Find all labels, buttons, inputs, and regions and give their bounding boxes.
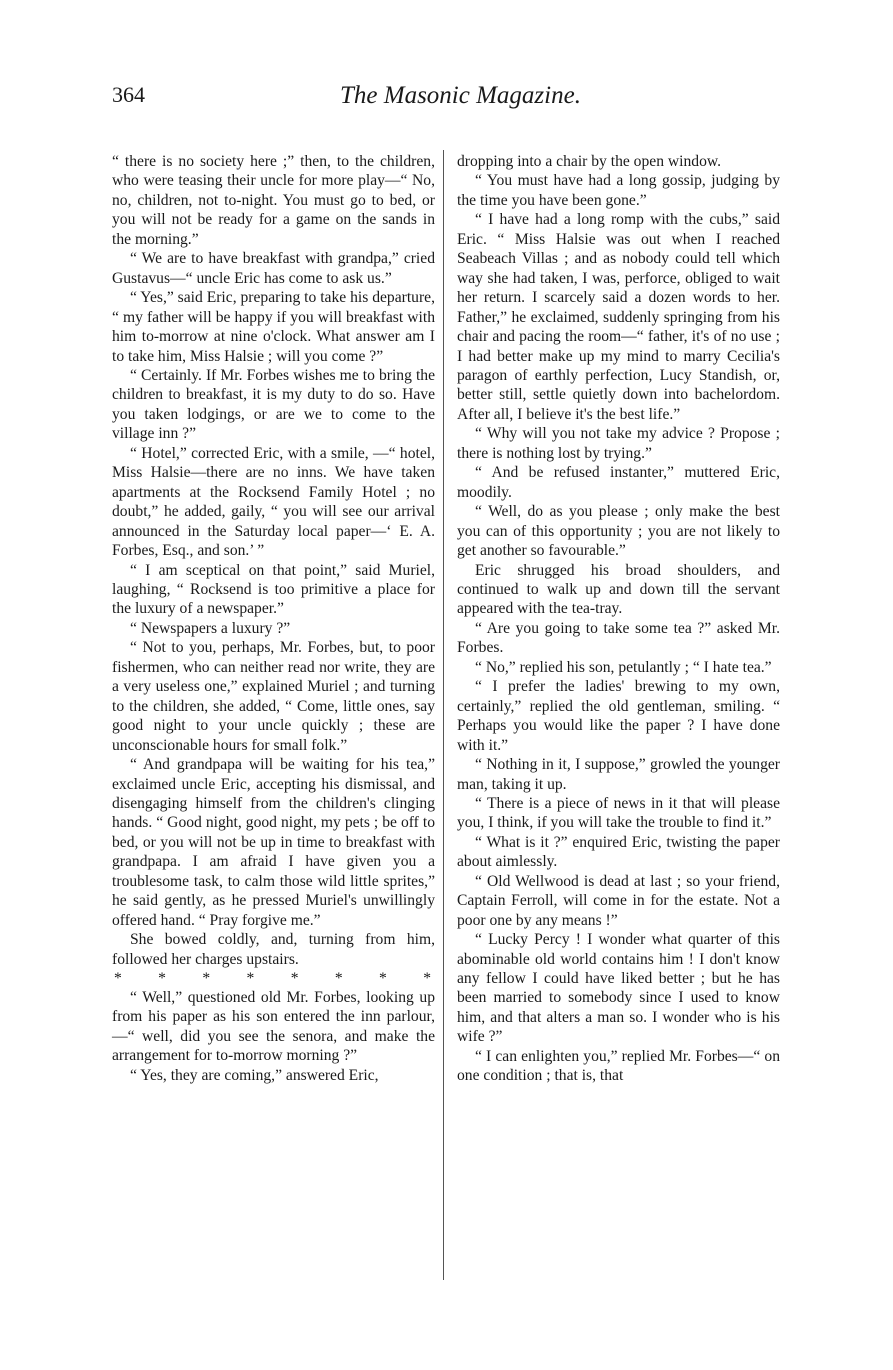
paragraph: “ No,” replied his son, petulantly ; “ I hate tea.”	[475, 658, 772, 676]
section-separator	[112, 969, 435, 988]
separator-star: *	[246, 970, 255, 988]
paragraph: She bowed coldly, and, turning from him, followed her charges upstairs.	[112, 931, 435, 968]
paragraph: “ Nothing in it, I suppose,” growled the younger man, taking it up.	[457, 756, 780, 793]
separator-star: *	[334, 970, 343, 988]
paragraph: “ Newspapers a luxury ?”	[130, 619, 291, 637]
paragraph: “ there is no society here ;” then, to the children, who were teasing their uncle for more play—“ No, no, children, not to-night. You must go to bed, or you will not be ready for a game on the sands in the morning.”	[112, 153, 435, 248]
separator-star: *	[290, 970, 299, 988]
paragraph: “ And grandpapa will be waiting for his tea,” exclaimed uncle Eric, accepting his dismissal, and disengaging himself from the children's clinging hands. “ Good night, good night, my pets ; be off to bed, or you will not be up in time to breakfast with grandpapa. I am afraid I have given you a troublesome task, to calm those wild little sprites,” he said gently, as he pressed Muriel's unwillingly offered hand. “ Pray forgive me.”	[112, 756, 435, 929]
paragraph: “ What is it ?” enquired Eric, twisting the paper about aimlessly.	[457, 833, 780, 871]
page-number: 364	[112, 82, 145, 107]
page-header	[112, 82, 782, 122]
paragraph: “ Hotel,” corrected Eric, with a smile, —“ hotel, Miss Halsie—there are no inns. We have taken apartments at the Rocksend Family Hotel ; no doubt,” he added, gaily, “ you will see our arrival announced in the Saturday local paper—‘ E. A. Forbes, Esq., and son.’ ”	[112, 444, 435, 560]
paragraph: “ Lucky Percy ! I wonder what quarter of this abominable old world contains him ! I don't know any fellow I could have liked better ; but he has been married to somebody since I used to know him, and that alters a man so. I wonder who is his wife ?”	[457, 931, 780, 1046]
separator-star: *	[114, 970, 122, 988]
paragraph: “ Well,” questioned old Mr. Forbes, looking up from his paper as his son entered the inn parlour,—“ well, did you see the senora, and make the arrangement for to-morrow morning ?”	[112, 989, 435, 1065]
paragraph: “ I am sceptical on that point,” said Muriel, laughing, “ Rocksend is too primitive a place for the luxury of a newspaper.”	[112, 561, 435, 618]
paragraph: “ Are you going to take some tea ?” asked Mr. Forbes.	[457, 619, 780, 657]
paragraph: dropping into a chair by the open window.	[457, 153, 722, 170]
paragraph: “ Why will you not take my advice ? Propose ; there is nothing lost by trying.”	[457, 425, 780, 462]
column-divider	[443, 150, 444, 1280]
paragraph: “ I have had a long romp with the cubs,” said Eric. “ Miss Halsie was out when I reached Seabeach Villas ; and as nobody could tell which way she had taken, I was, perforce, obliged to wait her return. I scarcely said a dozen words to her. Father,” he exclaimed, suddenly springing from his chair and pacing the room—“ father, it's of no use ; I had better make up my mind to marry Cecilia's paragon of earthly perfection, Lucy Standish, or, better still, settle quietly down into bachelordom. After all, I believe it's the best life.”	[457, 211, 780, 423]
paragraph: “ And be refused instanter,” muttered Eric, moodily.	[457, 464, 780, 501]
paragraph: “ Certainly. If Mr. Forbes wishes me to bring the children to breakfast, it is my duty to do so. Have you taken lodgings, or are we to come to the village inn ?”	[112, 366, 435, 443]
paragraph: “ There is a piece of news in it that will please you, I think, if you will take the trouble to find it.”	[457, 794, 780, 832]
paragraph: “ Old Wellwood is dead at last ; so your friend, Captain Ferroll, will come in for the estate. Not a poor one by any means !”	[457, 872, 780, 929]
separator-star: *	[379, 970, 387, 988]
paragraph: “ I can enlighten you,” replied Mr. Forbes—“ on one condition ; that is, that	[457, 1047, 780, 1085]
paragraph: Eric shrugged his broad shoulders, and continued to walk up and down till the servant appeared with the tea-tray.	[457, 561, 780, 618]
paragraph: “ Yes, they are coming,” answered Eric,	[130, 1066, 379, 1084]
separator-star: *	[202, 970, 211, 988]
separator-star: *	[158, 970, 166, 988]
paragraph: “ Well, do as you please ; only make the best you can of this opportunity ; you are not likely to get another so favourable.”	[457, 503, 780, 560]
running-title: The Masonic Magazine.	[340, 82, 581, 109]
paragraph: “ You must have had a long gossip, judging by the time you have been gone.”	[457, 172, 780, 209]
paragraph: “ We are to have breakfast with grandpa,” cried Gustavus—“ uncle Eric has come to ask us.”	[112, 250, 435, 287]
left-column	[112, 152, 435, 1085]
right-column	[457, 152, 780, 1086]
paragraph: “ I prefer the ladies' brewing to my own, certainly,” replied the old gentleman, smiling. “ Perhaps you would like the paper ? I have done with it.”	[457, 678, 780, 754]
paragraph: “ Yes,” said Eric, preparing to take his departure, “ my father will be happy if you will breakfast with him to-morrow at nine o'clock. What answer am I to take him, Miss Halsie ; will you come ?”	[112, 289, 435, 365]
separator-star: *	[423, 970, 431, 988]
paragraph: “ Not to you, perhaps, Mr. Forbes, but, to poor fishermen, who can neither read nor write, they are a very useless one,” explained Muriel ; and turning to the children, she added, “ Come, little ones, say good night to your uncle quickly ; these are unconscionable hours for small folk.”	[112, 639, 435, 754]
